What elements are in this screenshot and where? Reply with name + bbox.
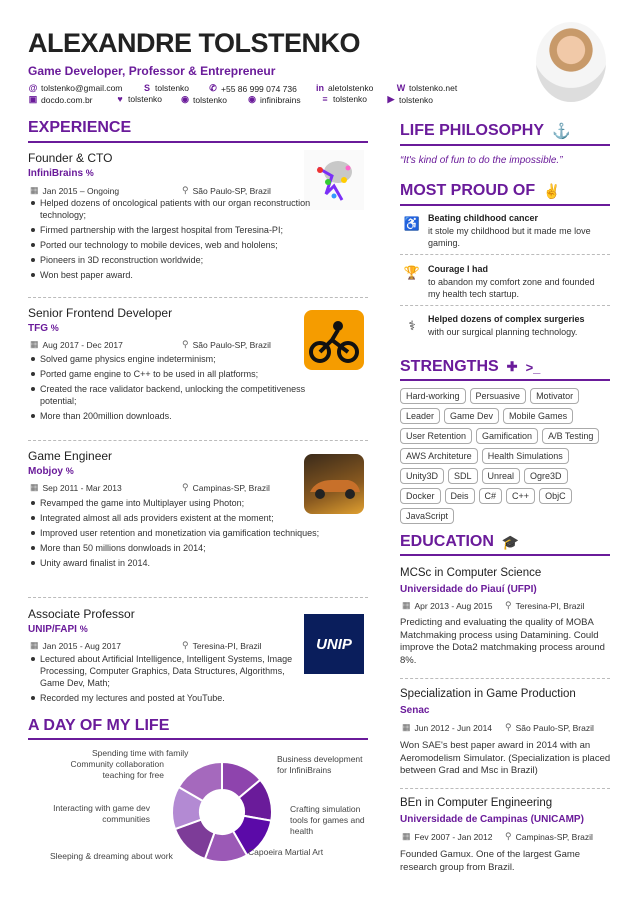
strength-tag: AWS Architeture [400,448,478,464]
divider [28,297,368,298]
medical-team-icon: ⚕ [408,318,416,333]
education-heading: EDUCATION 🎓 [400,533,520,550]
tagline: Game Developer, Professor & Entrepreneur [28,64,276,78]
strength-tag: SDL [448,468,478,484]
education-school: Senac [400,705,430,716]
job-title: Associate Professor [28,607,135,621]
puzzle-icon: ✚ [506,359,518,374]
proud-item-desc: it stole my childhood but it made me love gaming. [428,226,591,248]
job-company[interactable]: InfiniBrains % [28,168,94,179]
contact-phone[interactable]: ✆ +55 86 999 074 736 [209,83,297,94]
calendar-icon: ▦ [402,722,411,732]
calendar-icon: ▦ [30,482,39,492]
strength-tag: C# [479,488,503,504]
divider [400,254,610,255]
philosophy-heading: LIFE PHILOSOPHY ⚓ [400,122,571,140]
donut-label: Capoeira Martial Art [248,847,324,857]
education-divider [400,554,610,556]
job-title: Senior Frontend Developer [28,306,173,320]
job-location: ⚲ Teresina-PI, Brazil [182,640,262,651]
job-title: Game Engineer [28,449,113,463]
list-item: Ported our technology to mobile devices, web and hololens; [30,239,330,251]
proud-item-desc: with our surgical planning technology. [428,327,578,337]
list-item: Ported game engine to C++ to be used in all platforms; [30,368,330,380]
list-item: Revamped the game into Multiplayer using Photon; [30,497,330,509]
calendar-icon: ▦ [30,185,39,195]
education-desc: Founded Gamux. One of the largest Game research group from Brazil. [400,849,581,873]
job-dates: ▦ Aug 2017 - Dec 2017 [30,339,123,350]
proud-item-desc: to abandon my comfort zone and founded my health tech startup. [428,277,595,299]
job-company[interactable]: UNIP/FAPI % [28,624,88,635]
list-item: Solved game physics engine indeterminism; [30,353,330,365]
strength-tag: Deis [445,488,475,504]
strength-tag: ObjC [539,488,572,504]
victory-hand-icon: ✌ [543,182,561,199]
job-location: ⚲ São Paulo-SP, Brazil [182,339,271,350]
contact-stackoverflow[interactable]: ≡ tolstenko [320,94,367,104]
briefcase-icon: ▣ [28,94,38,104]
contact-github[interactable]: ◉ tolstenko [181,94,228,105]
job-dates: ▦ Sep 2011 - Mar 2013 [30,482,122,493]
day-heading: A DAY OF MY LIFE [28,717,170,734]
proud-heading: MOST PROUD OF ✌ [400,182,561,199]
map-marker-icon: ⚲ [505,831,512,841]
unip-logo: UNIP [304,614,364,674]
education-title: BEn in Computer Engineering [400,797,553,809]
donut-label: Community collaboration teaching for free [70,759,164,780]
proud-item-title: Courage I had [428,264,489,274]
stackoverflow-icon: ≡ [322,94,328,104]
donut-label: Interacting with game dev communities [53,803,150,824]
job-dates: ▦ Jan 2015 - Aug 2017 [30,640,121,651]
list-item: Lectured about Artificial Intelligence, Intelligent Systems, Image Processing, Computer Graphics, Data Structures, Algorithms, Game Dev, Math; [30,653,295,689]
github-icon: ◉ [248,94,256,104]
strengths-tag-list [400,388,612,524]
contact-twitter[interactable]: ♥ tolstenko [115,94,162,104]
skype-icon: S [143,83,150,93]
donut-label: Crafting simulation tools for games and health [290,804,365,836]
phone-icon: ✆ [209,83,217,93]
list-item: More than 50 millions donwloads in 2014; [30,542,330,554]
list-item: Helped dozens of oncological patients with our organ reconstruction technology; [30,197,330,221]
list-item: Pioneers in 3D reconstruction worldwide; [30,254,330,266]
anchor-icon: ⚓ [552,123,571,140]
donut-label: Spending time with family [92,748,189,758]
education-desc: Won SAE's best paper award in 2014 with an Aeromodelism Simulator. (Specialization is placed between Grad and Msc in Brazil) [400,740,611,776]
link-icon: % [85,168,94,178]
strength-tag: Mobile Games [503,408,573,424]
job-company[interactable]: Mobjoy % [28,466,74,477]
job-bullets [30,653,295,707]
strength-tag: JavaScript [400,508,454,524]
map-marker-icon: ⚲ [182,482,189,492]
calendar-icon: ▦ [30,339,39,349]
strength-tag: C++ [506,488,535,504]
divider [400,678,610,679]
github-icon: ◉ [181,94,189,104]
map-marker-icon: ⚲ [182,640,189,650]
twitter-icon: ♥ [117,94,123,104]
list-item: Firmed partnership with the largest hospital from Teresina-PI; [30,224,330,236]
divider [28,440,368,441]
contact-website[interactable]: W tolstenko.net [396,83,458,93]
map-marker-icon: ⚲ [182,339,189,349]
experience-divider [28,141,368,143]
job-title: Founder & CTO [28,151,113,165]
job-bullets [30,353,330,425]
education-location: ⚲ Teresina-PI, Brazil [505,600,585,611]
map-marker-icon: ⚲ [505,722,512,732]
calendar-icon: ▦ [402,600,411,610]
job-location: ⚲ São Paulo-SP, Brazil [182,185,271,196]
donut-label: Sleeping & dreaming about work [50,851,173,861]
education-dates: ▦ Fev 2007 - Jan 2012 [402,831,493,842]
proud-item-title: Beating childhood cancer [428,213,539,223]
at-icon: @ [28,83,38,93]
contact-youtube[interactable]: ▶ tolstenko [387,94,434,105]
proud-divider [400,204,610,206]
education-dates: ▦ Apr 2013 - Aug 2015 [402,600,493,611]
wheelchair-icon: ♿ [403,216,421,231]
experience-heading: EXPERIENCE [28,119,132,136]
job-dates: ▦ Jan 2015 – Ongoing [30,185,120,196]
contact-docdo[interactable]: ▣ docdo.com.br [28,94,93,105]
link-icon: % [65,466,74,476]
job-location: ⚲ Campinas-SP, Brazil [182,482,270,493]
strength-tag: Ogre3D [524,468,568,484]
linkedin-icon: in [316,83,324,93]
strength-tag: Game Dev [444,408,499,424]
education-location: ⚲ Campinas-SP, Brazil [505,831,593,842]
divider [400,305,610,306]
donut-label: Business development for InfiniBrains [277,754,363,775]
job-company[interactable]: TFG % [28,323,59,334]
strength-tag: Docker [400,488,441,504]
philosophy-divider [400,144,610,146]
strengths-divider [400,379,610,381]
education-title: MCSc in Computer Science [400,567,542,579]
education-dates: ▦ Jun 2012 - Jun 2014 [402,722,493,733]
strength-tag: A/B Testing [542,428,599,444]
list-item: Won best paper award. [30,269,330,281]
trophy-icon: 🏆 [403,265,421,280]
strength-tag: Gamification [476,428,538,444]
youtube-icon: ▶ [387,94,395,104]
job-bullets [30,497,330,572]
philosophy-quote: “It's kind of fun to do the impossible.” [400,155,563,166]
map-marker-icon: ⚲ [182,185,189,195]
proud-item-title: Helped dozens of complex surgeries [428,314,585,324]
list-item: Created the race validator backend, unlocking the competitiveness potential; [30,383,330,407]
job-bullets [30,197,330,284]
terminal-icon: >_ [525,359,541,375]
divider [28,597,368,598]
link-icon: % [50,323,59,333]
calendar-icon: ▦ [30,640,39,650]
contact-skype[interactable]: S tolstenko [143,83,190,93]
strength-tag: Hard-working [400,388,466,404]
strength-tag: Unity3D [400,468,444,484]
strength-tag: User Retention [400,428,472,444]
strengths-heading: STRENGTHS ✚ >_ [400,358,541,375]
strength-tag: Motivator [530,388,579,404]
link-icon: % [79,624,88,634]
name-heading: ALEXANDRE TOLSTENKO [28,28,361,58]
day-divider [28,738,368,740]
strength-tag: Persuasive [470,388,527,404]
list-item: Integrated almost all ads providers existent at the moment; [30,512,330,524]
divider [400,788,610,789]
map-marker-icon: ⚲ [505,600,512,610]
education-title: Specialization in Game Production [400,688,576,700]
list-item: More than 200million downloads. [30,410,330,422]
graduation-cap-icon: 🎓 [501,533,520,550]
contact-linkedin[interactable]: in aletolstenko [316,83,374,93]
contact-github-org[interactable]: ◉ infinibrains [248,94,301,105]
education-school: Universidade do Piauí (UFPI) [400,584,537,595]
contact-email[interactable]: @ tolstenko@gmail.com [28,83,123,93]
education-desc: Predicting and evaluating the quality of MOBA Matchmaking process using Datamining. Could improve the Dota2 matchmaking process around 8%. [400,617,605,666]
strength-tag: Health Simulations [482,448,569,464]
strength-tag: Leader [400,408,440,424]
list-item: Improved user retention and monetization via gamification techniques; [30,527,330,539]
strength-tag: Unreal [482,468,521,484]
wordpress-icon: W [396,83,406,93]
calendar-icon: ▦ [402,831,411,841]
education-school: Universidade de Campinas (UNICAMP) [400,814,584,825]
list-item: Recorded my lectures and posted at YouTube. [30,692,295,704]
education-location: ⚲ São Paulo-SP, Brazil [505,722,594,733]
profile-photo [536,22,606,102]
list-item: Unity award finalist in 2014. [30,557,330,569]
